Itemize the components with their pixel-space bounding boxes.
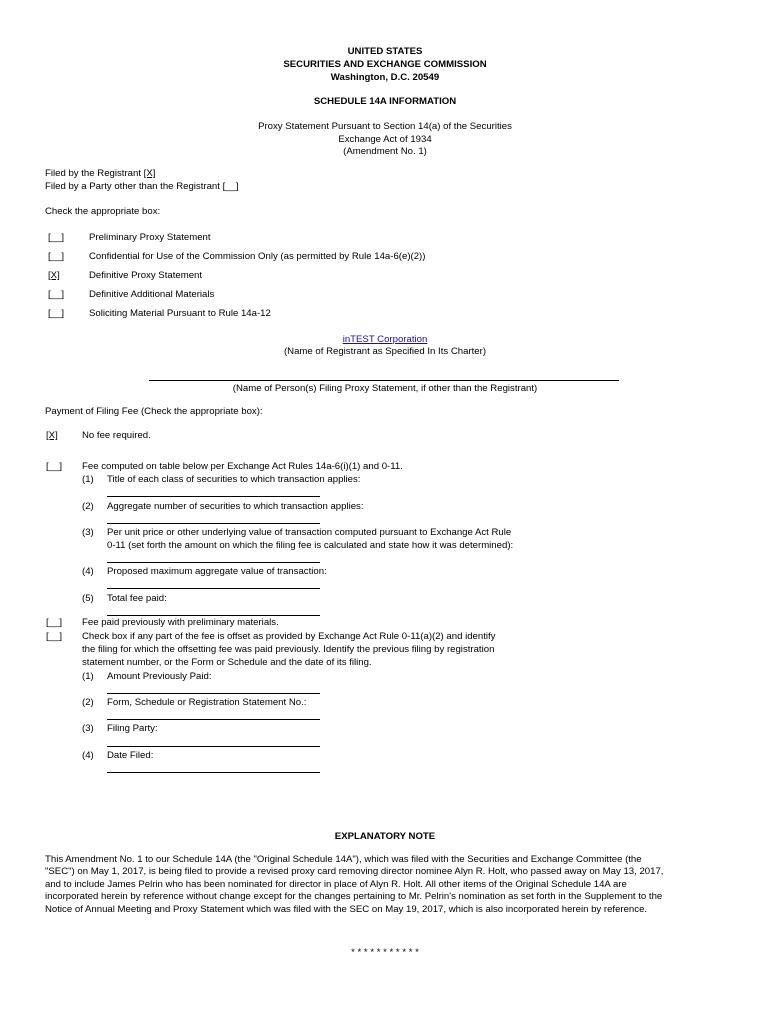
note-line: "SEC") on May 1, 2017, is being filed to provide a revised proxy card removing director nominee Alyn R. Holt, who passed away on May 13, 2017,	[45, 866, 664, 877]
item-number: (2)	[82, 501, 94, 512]
filed-by-registrant	[45, 168, 155, 180]
fee-offset-line: the filing for which the offsetting fee was paid previously. Identify the previous filing by registration	[82, 644, 495, 655]
item-number: (3)	[82, 723, 94, 734]
explanatory-note-title: EXPLANATORY NOTE	[334, 831, 436, 842]
proxy-line-2: Exchange Act of 1934	[338, 134, 432, 145]
fee-paid-prelim-label: Fee paid previously with preliminary materials.	[82, 617, 279, 628]
answer-line[interactable]	[107, 562, 320, 563]
checkbox-fee-offset[interactable]: [__]	[46, 631, 63, 642]
header-united-states: UNITED STATES	[347, 46, 423, 57]
answer-line[interactable]	[107, 588, 320, 589]
item-text: Aggregate number of securities to which transaction applies:	[107, 501, 364, 512]
answer-line[interactable]	[107, 523, 320, 524]
filed-by-other-box[interactable]: [__]	[222, 181, 239, 192]
proxy-line-3: (Amendment No. 1)	[343, 146, 427, 157]
answer-line[interactable]	[107, 772, 320, 773]
item-number: (3)	[82, 527, 94, 538]
person-filing-caption: (Name of Person(s) Filing Proxy Statement, if other than the Registrant)	[232, 383, 538, 394]
checkbox-confidential[interactable]: [__]	[48, 251, 65, 262]
item-number: (5)	[82, 593, 94, 604]
item-text: Per unit price or other underlying value of transaction computed pursuant to Exchange Act Rule	[107, 527, 512, 538]
section-stars: * * * * * * * * * * *	[351, 947, 419, 958]
filed-by-other-label: Filed by a Party other than the Registrant	[45, 181, 220, 192]
check-item-label: Preliminary Proxy Statement	[89, 232, 211, 243]
no-fee-label: No fee required.	[82, 430, 151, 441]
payment-label: Payment of Filing Fee (Check the appropriate box):	[45, 406, 263, 417]
checkbox-fee-computed[interactable]: [__]	[46, 461, 63, 472]
item-text: Amount Previously Paid:	[107, 671, 212, 682]
registrant-caption: (Name of Registrant as Specified In Its Charter)	[283, 346, 487, 357]
note-line: Notice of Annual Meeting and Proxy Statement which was filed with the SEC on May 19, 2017, which is also incorporated herein by reference.	[45, 904, 648, 915]
registrant-name-row	[0, 334, 770, 346]
item-text: Date Filed:	[107, 750, 154, 761]
checkbox-additional[interactable]: [__]	[48, 289, 65, 300]
checkbox-definitive[interactable]: [X]	[48, 270, 60, 281]
note-line: incorporated herein by reference without change except for the changes pertaining to Mr. Pelrin's nomination as set forth in the Supplement to the	[45, 891, 663, 902]
check-item-label: Soliciting Material Pursuant to Rule 14a-12	[89, 308, 271, 319]
item-text-continued: 0-11 (set forth the amount on which the filing fee is calculated and state how it was determined):	[107, 540, 514, 551]
item-number: (4)	[82, 750, 94, 761]
fee-computed-label: Fee computed on table below per Exchange Act Rules 14a-6(i)(1) and 0-11.	[82, 461, 403, 472]
item-number: (4)	[82, 566, 94, 577]
answer-line[interactable]	[107, 615, 320, 616]
item-number: (1)	[82, 474, 94, 485]
note-line: This Amendment No. 1 to our Schedule 14A (the "Original Schedule 14A"), which was filed with the Securities and Exchange Committee (the	[45, 854, 642, 865]
checkbox-soliciting[interactable]: [__]	[48, 308, 65, 319]
item-text: Filing Party:	[107, 723, 158, 734]
filed-by-registrant-label: Filed by the Registrant	[45, 168, 141, 179]
answer-line[interactable]	[107, 746, 320, 747]
header-sec: SECURITIES AND EXCHANGE COMMISSION	[283, 59, 487, 70]
header-location: Washington, D.C. 20549	[330, 72, 440, 83]
answer-line[interactable]	[107, 496, 320, 497]
fee-offset-line: statement number, or the Form or Schedule and the date of its filing.	[82, 657, 372, 668]
checkbox-preliminary[interactable]: [__]	[48, 232, 65, 243]
item-number: (2)	[82, 697, 94, 708]
answer-line[interactable]	[107, 693, 320, 694]
check-item-label: Confidential for Use of the Commission Only (as permitted by Rule 14a-6(e)(2))	[89, 251, 426, 262]
schedule-title: SCHEDULE 14A INFORMATION	[313, 96, 457, 107]
check-item-label: Definitive Additional Materials	[89, 289, 215, 300]
item-text: Title of each class of securities to which transaction applies:	[107, 474, 361, 485]
item-text: Total fee paid:	[107, 593, 167, 604]
item-text: Form, Schedule or Registration Statement No.:	[107, 697, 307, 708]
item-text: Proposed maximum aggregate value of transaction:	[107, 566, 327, 577]
registrant-name-link[interactable]: inTEST Corporation	[342, 334, 428, 345]
answer-line[interactable]	[107, 719, 320, 720]
person-filing-line	[149, 380, 619, 381]
check-item-label: Definitive Proxy Statement	[89, 270, 203, 281]
checkbox-fee-paid-prelim[interactable]: [__]	[46, 617, 63, 628]
fee-offset-line: Check box if any part of the fee is offset as provided by Exchange Act Rule 0-11(a)(2) and identify	[82, 631, 496, 642]
proxy-line-1: Proxy Statement Pursuant to Section 14(a) of the Securities	[258, 121, 512, 132]
note-line: and to include James Pelrin who has been nominated for director in place of Alyn R. Holt. All other items of the Original Schedule 14A are	[45, 879, 627, 890]
filed-by-registrant-box[interactable]: [X]	[143, 168, 156, 179]
filed-by-other-party	[45, 181, 239, 193]
checkbox-no-fee[interactable]: [X]	[46, 430, 58, 441]
item-number: (1)	[82, 671, 94, 682]
check-appropriate-box-label: Check the appropriate box:	[45, 206, 161, 217]
